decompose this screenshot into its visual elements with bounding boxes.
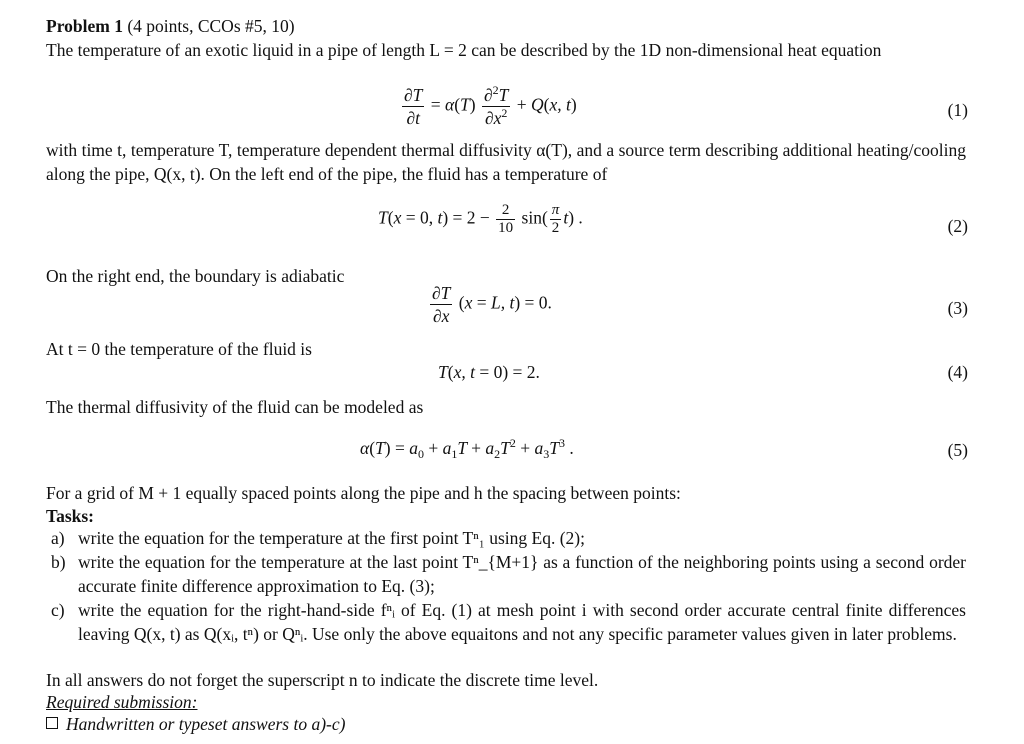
equation-4: T(x, t = 0) = 2. <box>438 362 540 382</box>
task-label: c) <box>51 600 65 620</box>
submission-checkbox[interactable] <box>46 717 58 729</box>
equation-3: $\frac{\partial T}{\partial x}$ (x = L, t) = 0. <box>432 283 552 326</box>
discrete-time-note: In all answers do not forget the superscript n to indicate the discrete time level. <box>46 670 599 690</box>
paragraph-right-boundary: On the right end, the boundary is adiabatic <box>46 266 345 286</box>
task-label: a) <box>51 528 65 548</box>
equation-2-number: (2) <box>947 216 968 236</box>
equation-2: T(x = 0, t) = 2 − $\frac{2}{10}$ sin( $\frac{\pi}{2}$ t) . <box>378 202 583 236</box>
submission-heading: Required submission: <box>46 692 198 712</box>
submission-item <box>46 712 345 736</box>
problem-header <box>46 14 295 38</box>
task-label: b) <box>51 552 66 572</box>
task-text: write the equation for the temperature at the last point Tⁿ_{M+1} as a function of the neighboring points using a second order accurate finite difference approximation to Eq. (3); <box>78 552 966 596</box>
task-item <box>46 598 966 646</box>
task-text: write the equation for the temperature at the first point Tⁿ₁ using Eq. (2); <box>78 528 585 548</box>
equation-1: $\frac{\partial T}{\partial t}$ = α(T) $\frac{\partial^2T}{\partial x^2}$ + Q(x, t) <box>404 83 577 128</box>
equation-5: $\alpha(T) = a_0 + a_1T + a_2T^2 + a_3T^3$ . <box>360 436 574 461</box>
problem-meta: (4 points, CCOs #5, 10) <box>127 16 295 36</box>
task-list <box>46 526 966 646</box>
task-item <box>46 550 966 598</box>
problem-title: Problem 1 <box>46 16 123 36</box>
submission-item-text: Handwritten or typeset answers to a)-c) <box>66 714 346 734</box>
paragraph-grid: For a grid of M + 1 equally spaced points along the pipe and h the spacing between points: <box>46 483 681 503</box>
equation-4-number: (4) <box>947 362 968 382</box>
equation-3-number: (3) <box>947 298 968 318</box>
tasks-heading: Tasks: <box>46 506 94 526</box>
equation-1-number: (1) <box>947 100 968 120</box>
task-item <box>46 526 966 550</box>
task-text: write the equation for the right-hand-side fⁿᵢ of Eq. (1) at mesh point i with second order accurate central finite differences leaving Q(x, t) as Q(xᵢ, tⁿ) or Qⁿᵢ. Use only the above equaitons and not any specific parameter values given in later problems. <box>78 600 966 644</box>
paragraph-initial-condition: At t = 0 the temperature of the fluid is <box>46 339 312 359</box>
intro-paragraph: The temperature of an exotic liquid in a pipe of length L = 2 can be described by the 1D non-dimensional heat equation <box>46 40 882 60</box>
equation-5-number: (5) <box>947 440 968 460</box>
paragraph-diffusivity: The thermal diffusivity of the fluid can be modeled as <box>46 397 424 417</box>
paragraph-after-eq1: with time t, temperature T, temperature dependent thermal diffusivity α(T), and a source term describing additional heating/cooling along the pipe, Q(x, t). On the left end of the pipe, the fluid has a temperature of <box>46 140 966 184</box>
